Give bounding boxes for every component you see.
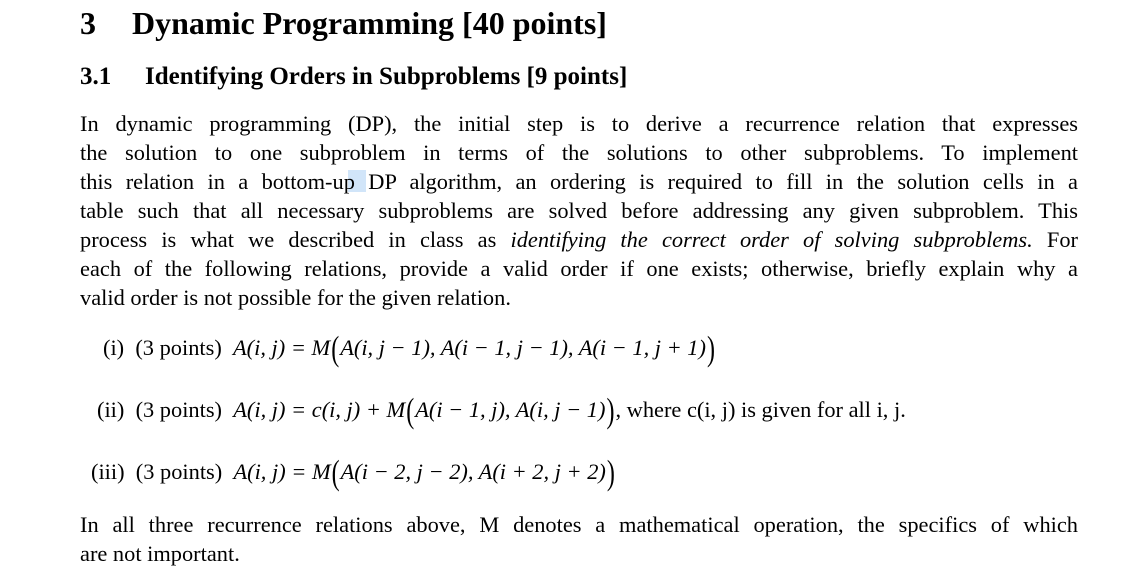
open-paren: (: [331, 331, 340, 369]
intro-line: each of the following relations, provide a valid order if one exists; otherwise, briefly explain why a: [80, 256, 1078, 281]
intro-line: [80, 225, 1078, 254]
item-suffix: , where c(i, j) is given for all i, j.: [615, 397, 906, 422]
item-label: (i): [103, 335, 125, 360]
intro-paragraph: [80, 109, 1078, 312]
subsection-number: 3.1: [80, 63, 112, 90]
item-points: (3 points): [135, 335, 222, 360]
item-args: A(i − 2, j − 2), A(i + 2, j + 2): [340, 459, 606, 484]
section-heading: [80, 4, 607, 42]
item-points: (3 points): [135, 397, 223, 422]
intro-line: this relation in a bottom-up DP algorithm, an ordering is required to fill in the solution cells in a: [80, 169, 1078, 194]
close-paren: ): [606, 393, 615, 431]
item-label: (iii): [91, 459, 125, 484]
section-title: Dynamic Programming [40 points]: [132, 5, 607, 41]
item-args: A(i − 1, j), A(i, j − 1): [415, 397, 606, 422]
item-lhs: A(i, j) = M: [233, 335, 331, 360]
problem-item-ii: [97, 393, 906, 431]
intro-line: In dynamic programming (DP), the initial step is to derive a recurrence relation that expresses: [80, 111, 1078, 136]
item-args: A(i, j − 1), A(i − 1, j − 1), A(i − 1, j + 1): [340, 335, 706, 360]
intro-line: valid order is not possible for the given relation.: [80, 285, 511, 310]
subsection-title: Identifying Orders in Subproblems [9 points]: [145, 63, 628, 90]
intro-text: For: [1032, 227, 1078, 252]
problem-item-i: [103, 331, 716, 369]
closing-paragraph: [80, 510, 1078, 568]
closing-line: are not important.: [80, 541, 240, 566]
item-points: (3 points): [135, 459, 223, 484]
intro-emphasis: identifying the correct order of solving subproblems.: [510, 227, 1033, 252]
intro-text: process is what we described in class as: [80, 227, 511, 252]
section-number: 3: [80, 5, 96, 41]
open-paren: (: [406, 393, 415, 431]
close-paren: ): [706, 331, 715, 369]
subsection-heading: [80, 62, 627, 92]
closing-line: In all three recurrence relations above, M denotes a mathematical operation, the specifics of which: [80, 512, 1078, 537]
intro-line: table such that all necessary subproblems are solved before addressing any given subproblem. This: [80, 198, 1078, 223]
problem-item-iii: [91, 455, 616, 493]
intro-line: the solution to one subproblem in terms of the solutions to other subproblems. To implement: [80, 140, 1078, 165]
open-paren: (: [331, 455, 340, 493]
item-lhs: A(i, j) = c(i, j) + M: [233, 397, 406, 422]
item-lhs: A(i, j) = M: [233, 459, 331, 484]
close-paren: ): [606, 455, 615, 493]
item-label: (ii): [97, 397, 125, 422]
